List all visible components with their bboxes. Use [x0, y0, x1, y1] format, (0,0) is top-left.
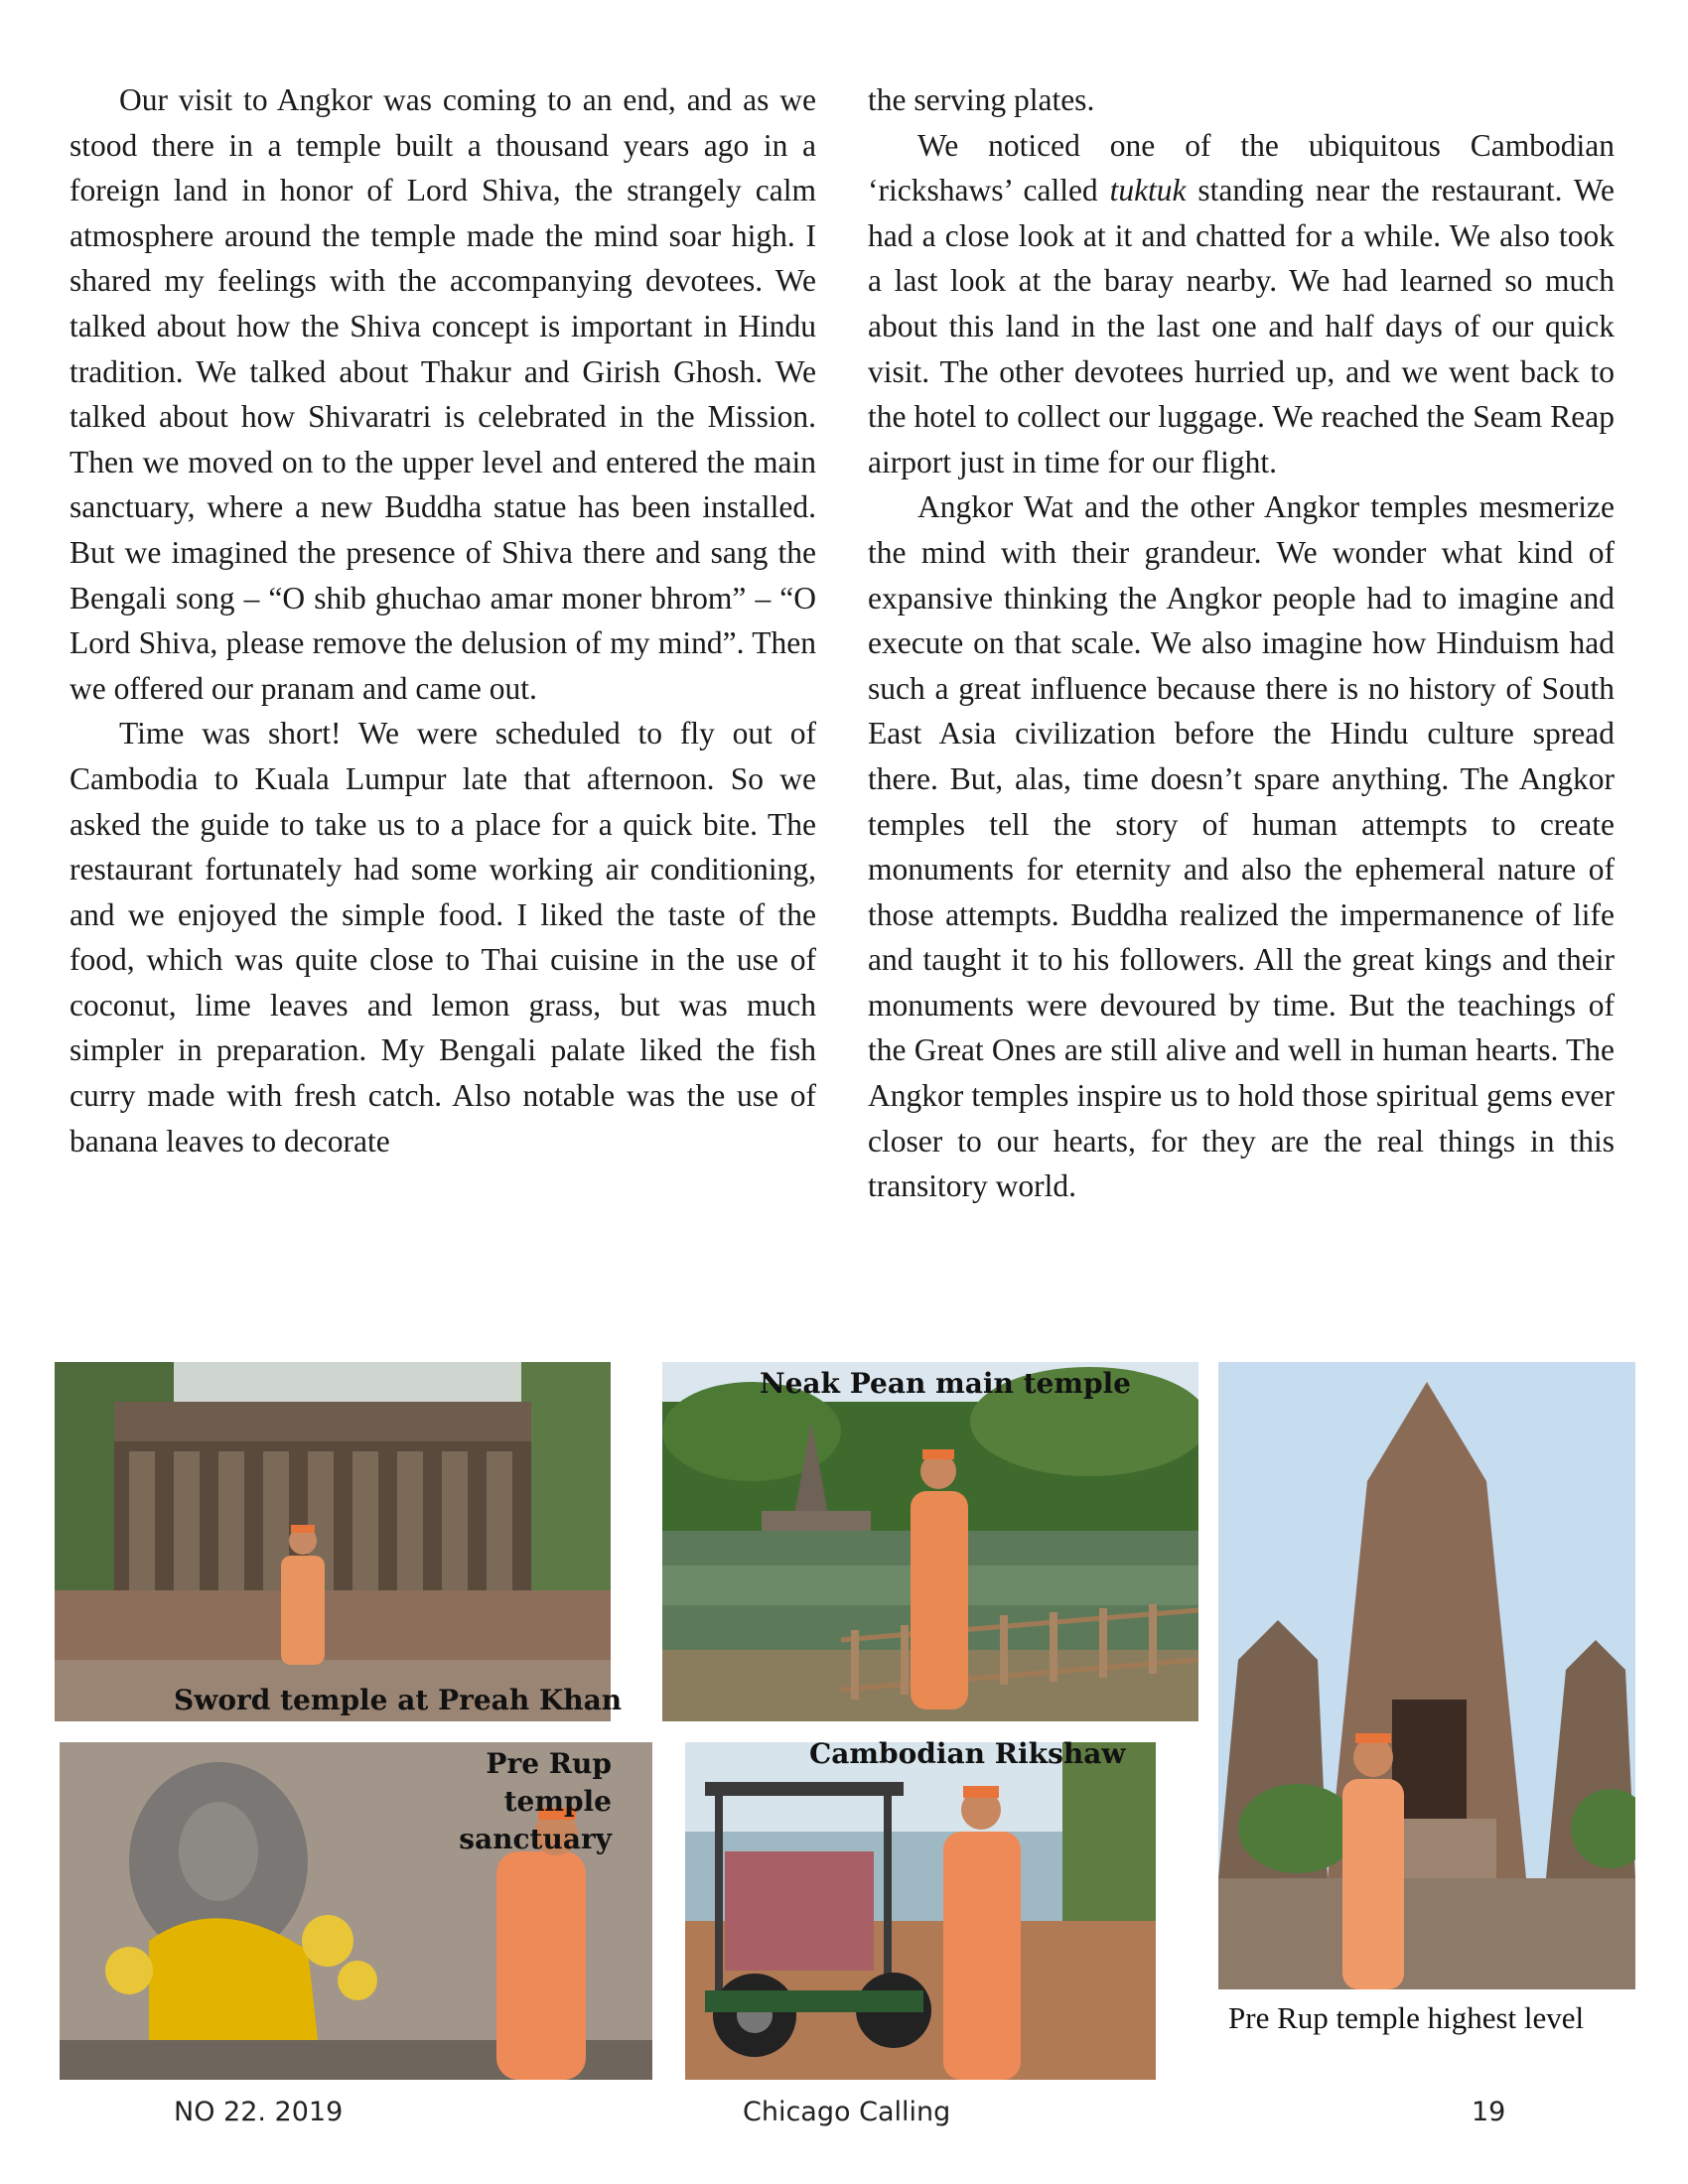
italic-term: tuktuk	[1109, 173, 1187, 208]
paragraph	[868, 123, 1615, 485]
caption-pre-rup-highest-level: Pre Rup temple highest level	[1228, 2000, 1585, 2035]
footer-publication: Chicago Calling	[743, 2097, 951, 2127]
photo-pre-rup-highest-image	[1218, 1362, 1635, 1989]
paragraph-continuation: the serving plates.	[868, 82, 1095, 117]
photo-cambodian-rikshaw	[685, 1742, 1156, 2080]
photo-sword-temple	[55, 1362, 611, 1721]
text-run: standing near the restaurant. We had a close look at it and chatted for a while. We also took a last look at the baray nearby. We had learned so much about this land in the last one and half days of our quick visit. The other devotees hurried up, and we went back to the hotel to collect our luggage. We reached the Seam Reap airport just in time for our flight.	[868, 173, 1616, 479]
paragraph: Our visit to Angkor was coming to an end, and as we stood there in a temple built a thousand years ago in a foreign land in honor of Lord Shiva, the strangely calm atmosphere around the temple made the mind soar high. I shared my feelings with the accompanying devotees. We talked about how the Shiva concept is important in Hindu tradition. We talked about Thakur and Girish Ghosh. We talked about how Shivaratri is celebrated in the Mission. Then we moved on to the upper level and entered the main sanctuary, where a new Buddha statue has been installed. But we imagined the presence of Shiva there and sang the Bengali song – “O shib ghuchao amar moner bhrom” – “O Lord Shiva, please remove the delusion of my mind”. Then we offered our pranam and came out.	[70, 82, 816, 706]
paragraph: Angkor Wat and the other Angkor temples mesmerize the mind with their grandeur. We wonder what kind of expansive thinking the Angkor people had to imagine and execute on that scale. We also imagine how Hinduism had such a great influence because there is no history of South East Asia civilization before the Hindu culture spread there. But, alas, time doesn’t spare anything. The Angkor temples tell the story of human attempts to create monuments for eternity and also the ephemeral nature of those attempts. Buddha realized the impermanence of life and taught it to his followers. All the great kings and their monuments were devoured by time. But the teachings of the Great Ones are still alive and well in human hearts. The Angkor temples inspire us to hold those spiritual gems ever closer to our hearts, for they are the real things in this transitory world.	[868, 489, 1615, 1204]
photo-neak-pean-image	[662, 1362, 1198, 1721]
paragraph: Time was short! We were scheduled to fly out of Cambodia to Kuala Lumpur late that afternoon. So we asked the guide to take us to a place for a quick bite. The restaurant fortunately had some working air conditioning, and we enjoyed the simple food. I liked the taste of the food, which was quite close to Thai cuisine in the use of coconut, lime leaves and lemon grass, but was much simpler in preparation. My Bengali palate liked the fish curry made with fresh catch. Also notable was the use of banana leaves to decorate	[70, 716, 816, 1159]
footer-issue: NO 22. 2019	[174, 2097, 344, 2127]
photo-sword-temple-image	[55, 1362, 611, 1721]
caption-cambodian-rikshaw: Cambodian Rikshaw	[809, 1737, 1126, 1770]
left-text-column	[70, 77, 816, 1163]
caption-line: Pre Rup temple	[486, 1747, 612, 1818]
photo-cambodian-rikshaw-image	[685, 1742, 1156, 2080]
caption-neak-pean: Neak Pean main temple	[760, 1367, 1131, 1400]
right-text-column	[868, 77, 1615, 1209]
photo-pre-rup-highest-level	[1218, 1362, 1635, 1989]
photo-neak-pean	[662, 1362, 1198, 1721]
caption-sword-temple: Sword temple at Preah Khan	[174, 1684, 623, 1716]
text-run: We noticed one of the ubiquitous Cambodian ‘rickshaws’ called	[868, 127, 1615, 208]
caption-line: sanctuary	[459, 1823, 612, 1855]
footer-page-number: 19	[1472, 2097, 1506, 2127]
caption-pre-rup-sanctuary	[375, 1745, 612, 1858]
